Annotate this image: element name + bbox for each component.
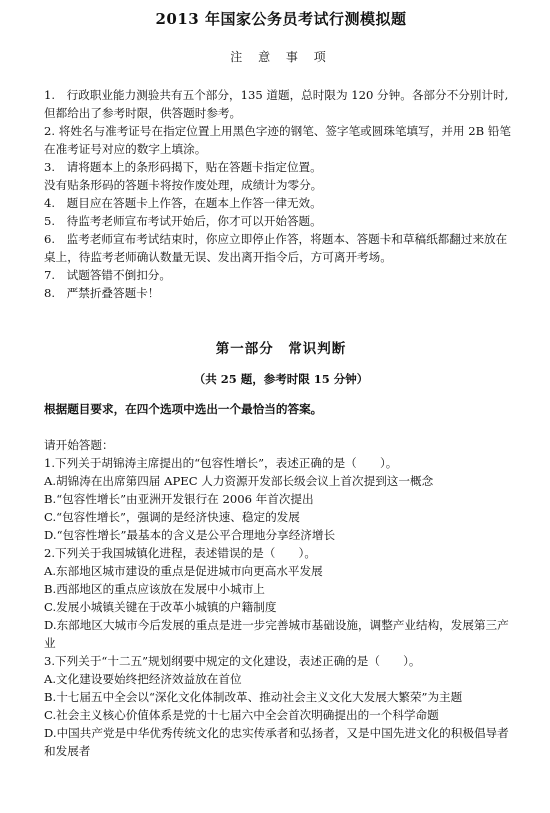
option-a: A.东部地区城市建设的重点是促进城市向更高水平发展 <box>44 564 323 578</box>
notice-item-3: 3. 请将题本上的条形码揭下，贴在答题卡指定位置。 <box>44 160 322 174</box>
option-c: C.发展小城镇关键在于改革小城镇的户籍制度 <box>44 600 277 614</box>
document-title: 2013 年国家公务员考试行测模拟题 <box>155 10 407 28</box>
question-stem: 2.下列关于我国城镇化进程，表述错误的是（ ）。 <box>44 546 316 560</box>
question-stem: 3.下列关于“十二五”规划纲要中规定的文化建设，表述正确的是（ ）。 <box>44 654 421 668</box>
option-c: C.“包容性增长”，强调的是经济快速、稳定的发展 <box>44 510 300 524</box>
instruction: 根据题目要求，在四个选项中选出一个最恰当的答案。 <box>44 402 323 416</box>
option-b: B.西部地区的重点应该放在发展中小城市上 <box>44 582 265 596</box>
time-limit: （共 25 题，参考时限 15 分钟） <box>193 372 369 386</box>
question-stem: 1.下列关于胡锦涛主席提出的“包容性增长”，表述正确的是（ ）。 <box>44 456 398 470</box>
notice-heading: 注 意 事 项 <box>230 50 332 64</box>
question-1 <box>44 454 518 544</box>
notice-item-8: 8. 严禁折叠答题卡！ <box>44 286 160 300</box>
option-a: A.胡锦涛在出席第四届 APEC 人力资源开发部长级会议上首次提到这一概念 <box>44 474 434 488</box>
question-3 <box>44 652 518 760</box>
option-d: D.东部地区大城市今后发展的重点是进一步完善城市基础设施，调整产业结构，发展第三产业 <box>44 618 509 650</box>
option-c: C.社会主义核心价值体系是党的十七届六中全会首次明确提出的一个科学命题 <box>44 708 439 722</box>
start-label: 请开始答题： <box>44 438 114 452</box>
option-d: D.“包容性增长”最基本的含义是公平合理地分享经济增长 <box>44 528 336 542</box>
option-a: A.文化建设要始终把经济效益放在首位 <box>44 672 242 686</box>
notice-item-6: 6. 监考老师宣布考试结束时，你应立即停止作答，将题本、答题卡和草稿纸都翻过来放在桌上，待监考老师确认数量无误、发出离开指令后，方可离开考场。 <box>44 232 508 264</box>
option-d: D.中国共产党是中华优秀传统文化的忠实传承者和弘扬者，又是中国先进文化的积极倡导者和发展者 <box>44 726 509 758</box>
notice-item-1: 1. 行政职业能力测验共有五个部分，135 道题，总时限为 120 分钟。各部分不分别计时,但都给出了参考时限，供答题时参考。 <box>44 88 509 120</box>
notice-item-2: 2. 将姓名与准考证号在指定位置上用黑色字迹的钢笔、签字笔或圆珠笔填写，并用 2B 铅笔在准考证号对应的数字上填涂。 <box>44 124 511 156</box>
question-2 <box>44 544 518 652</box>
section-title: 第一部分 常识判断 <box>215 341 347 357</box>
notice-item-4: 4. 题目应在答题卡上作答，在题本上作答一律无效。 <box>44 196 322 210</box>
notice-list <box>44 86 518 302</box>
option-b: B.十七届五中全会以“深化文化体制改革、推动社会主义文化大发展大繁荣”为主题 <box>44 690 463 704</box>
notice-item-5: 5. 待监考老师宣布考试开始后，你才可以开始答题。 <box>44 214 322 228</box>
notice-item-7: 7. 试题答错不倒扣分。 <box>44 268 171 282</box>
notice-item-3-note: 没有贴条形码的答题卡将按作废处理，成绩计为零分。 <box>44 178 323 192</box>
option-b: B.“包容性增长”由亚洲开发银行在 2006 年首次提出 <box>44 492 314 506</box>
